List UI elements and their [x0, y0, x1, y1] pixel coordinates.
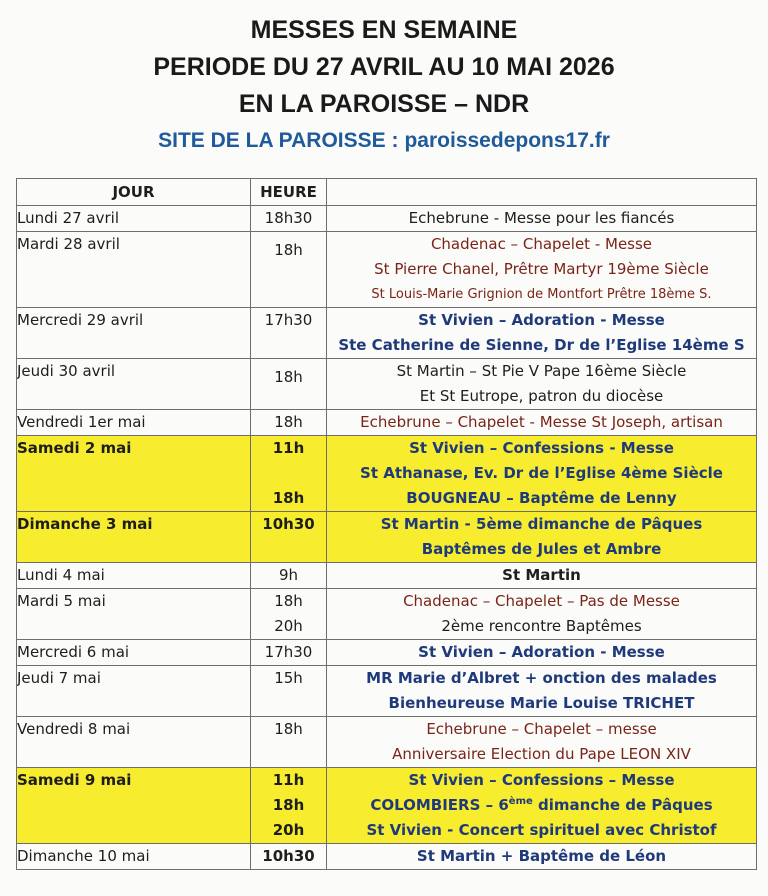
desc-line: BOUGNEAU – Baptême de Lenny	[406, 489, 677, 507]
desc-line: St Martin	[502, 566, 581, 584]
desc-line: 2ème rencontre Baptêmes	[441, 617, 642, 635]
table-header-row	[17, 179, 757, 206]
hour-value: 18h	[272, 796, 305, 814]
row-day: Dimanche 3 mai	[17, 512, 251, 563]
desc-line: Anniversaire Election du Pape LEON XIV	[392, 745, 691, 763]
row-hour	[251, 589, 327, 640]
row-hour	[251, 640, 327, 666]
hour-value: 11h	[272, 771, 305, 789]
row-hour	[251, 206, 327, 232]
table-row	[17, 717, 757, 768]
hour-value: 18h	[274, 368, 303, 386]
title-line-2: PERIODE DU 27 AVRIL AU 10 MAI 2026	[153, 53, 615, 81]
page-header	[0, 12, 768, 155]
hour-value: 18h	[274, 592, 303, 610]
row-desc	[327, 589, 757, 640]
site-label: SITE DE LA PAROISSE :	[158, 129, 399, 152]
title-line-3: EN LA PAROISSE – NDR	[238, 90, 530, 118]
desc-line: Chadenac – Chapelet – Pas de Messe	[403, 592, 680, 610]
table-row	[17, 512, 757, 563]
row-hour	[251, 717, 327, 768]
row-hour	[251, 308, 327, 359]
row-desc	[327, 410, 757, 436]
row-hour	[251, 844, 327, 870]
desc-line: St Pierre Chanel, Prêtre Martyr 19ème Siècle	[374, 260, 709, 278]
hour-value: 18h30	[264, 209, 313, 227]
hour-value: 17h30	[264, 311, 313, 329]
row-hour	[251, 410, 327, 436]
table-row	[17, 666, 757, 717]
row-day: Mercredi 6 mai	[17, 640, 251, 666]
row-desc	[327, 666, 757, 717]
row-day: Jeudi 30 avril	[17, 359, 251, 410]
desc-line: Ste Catherine de Sienne, Dr de l’Eglise 14ème S	[338, 336, 745, 354]
table-row	[17, 232, 757, 308]
row-day: Samedi 9 mai	[17, 768, 251, 844]
hour-value: 18h	[274, 241, 303, 259]
col-header-desc	[327, 179, 757, 206]
desc-fragment: dimanche de Pâques	[532, 796, 713, 814]
table-row	[17, 410, 757, 436]
hour-value: 20h	[272, 821, 305, 839]
desc-line: Echebrune - Messe pour les fiancés	[408, 209, 675, 227]
desc-line: Et St Eutrope, patron du diocèse	[419, 387, 664, 405]
desc-line: St Vivien - Concert spirituel avec Christof	[366, 821, 717, 839]
desc-line: Bienheureuse Marie Louise TRICHET	[388, 694, 695, 712]
desc-line: St Vivien – Confessions – Messe	[408, 771, 675, 789]
row-desc	[327, 640, 757, 666]
row-desc	[327, 844, 757, 870]
hour-value: 18h	[272, 489, 305, 507]
desc-line: Chadenac – Chapelet - Messe	[430, 235, 653, 253]
row-desc	[327, 768, 757, 844]
desc-line: MR Marie d’Albret + onction des malades	[366, 669, 717, 687]
hour-value: 10h30	[262, 847, 315, 865]
row-hour	[251, 359, 327, 410]
hour-spacer	[251, 461, 326, 486]
table-row	[17, 436, 757, 512]
row-desc	[327, 232, 757, 308]
table-row	[17, 206, 757, 232]
row-hour	[251, 232, 327, 308]
col-header-day: JOUR	[17, 179, 251, 206]
desc-line: St Vivien – Adoration - Messe	[418, 311, 665, 329]
hour-value: 11h	[272, 439, 305, 457]
row-day: Mercredi 29 avril	[17, 308, 251, 359]
row-day: Samedi 2 mai	[17, 436, 251, 512]
hour-value: 10h30	[262, 515, 315, 533]
row-day: Vendredi 8 mai	[17, 717, 251, 768]
row-day: Jeudi 7 mai	[17, 666, 251, 717]
desc-line: Echebrune – Chapelet – messe	[426, 720, 657, 738]
row-hour	[251, 666, 327, 717]
desc-line: St Martin + Baptême de Léon	[416, 847, 667, 865]
table-row	[17, 768, 757, 844]
row-desc	[327, 563, 757, 589]
hour-value: 9h	[278, 566, 299, 584]
desc-line: Echebrune – Chapelet - Messe St Joseph, artisan	[360, 413, 723, 431]
row-day: Vendredi 1er mai	[17, 410, 251, 436]
row-day: Lundi 27 avril	[17, 206, 251, 232]
desc-line: St Athanase, Ev. Dr de l’Eglise 4ème Siècle	[360, 464, 723, 482]
schedule-table	[16, 178, 757, 870]
row-desc	[327, 308, 757, 359]
row-desc	[327, 206, 757, 232]
superscript-ordinal: ème	[508, 796, 533, 807]
row-hour	[251, 436, 327, 512]
desc-line: St Martin - 5ème dimanche de Pâques	[380, 515, 703, 533]
row-desc	[327, 436, 757, 512]
row-day: Mardi 5 mai	[17, 589, 251, 640]
row-desc	[327, 512, 757, 563]
row-hour	[251, 563, 327, 589]
desc-line: St Louis-Marie Grignion de Montfort Prêtre 18ème S.	[371, 287, 712, 302]
desc-line: St Vivien – Confessions - Messe	[409, 439, 674, 457]
desc-fragment: COLOMBIERS – 6	[370, 796, 509, 814]
row-hour	[251, 768, 327, 844]
hour-value: 17h30	[264, 643, 313, 661]
site-link[interactable]: paroissedepons17.fr	[404, 129, 610, 152]
col-header-hour: HEURE	[251, 179, 327, 206]
table-row	[17, 563, 757, 589]
table-row	[17, 844, 757, 870]
row-day: Mardi 28 avril	[17, 232, 251, 308]
row-desc	[327, 359, 757, 410]
hour-value: 18h	[274, 720, 303, 738]
desc-line	[327, 793, 756, 818]
row-day: Lundi 4 mai	[17, 563, 251, 589]
row-desc	[327, 717, 757, 768]
hour-value: 20h	[274, 617, 303, 635]
table-row	[17, 640, 757, 666]
table-row	[17, 308, 757, 359]
hour-value: 15h	[274, 669, 303, 687]
desc-line: St Vivien – Adoration - Messe	[418, 643, 665, 661]
row-day: Dimanche 10 mai	[17, 844, 251, 870]
hour-value: 18h	[274, 413, 303, 431]
desc-line: Baptêmes de Jules et Ambre	[421, 540, 662, 558]
parish-site	[0, 127, 768, 155]
title-line-1: MESSES EN SEMAINE	[250, 16, 518, 44]
table-row	[17, 359, 757, 410]
row-hour	[251, 512, 327, 563]
desc-line: St Martin – St Pie V Pape 16ème Siècle	[396, 362, 687, 380]
table-row	[17, 589, 757, 640]
